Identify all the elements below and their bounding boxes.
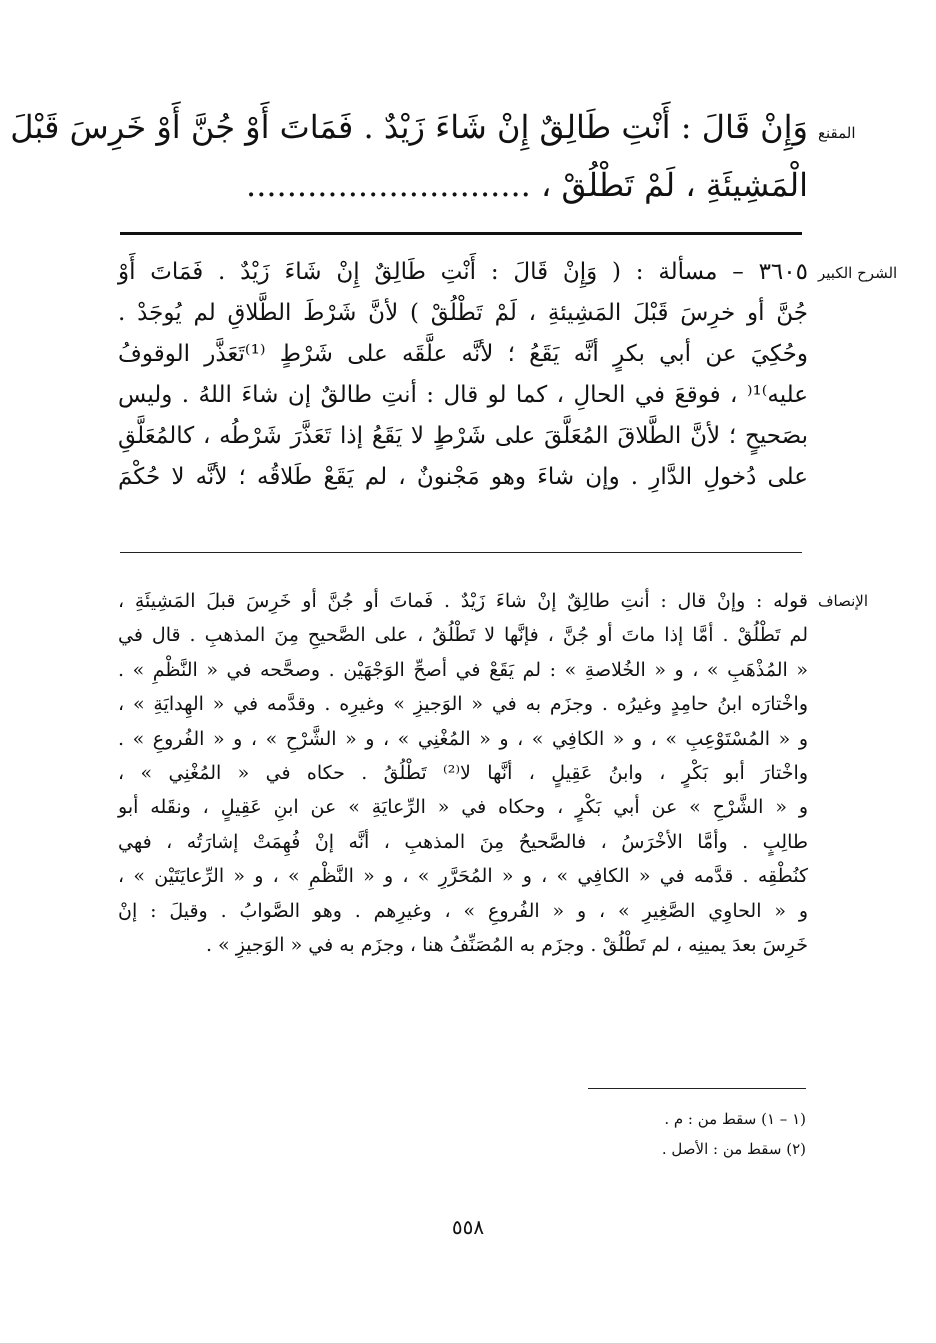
insaf-line: كنُطْقِه . قدَّمه في « الكافِي » ، و « المُحَرَّرِ » ، و « النَّظْمِ » ، و « الرِّعايَتَيْن » ،	[118, 865, 808, 888]
sharh-line: ٣٦٠٥ – مسألة : ( وَإِنْ قَالَ : أَنْتِ طَالِقٌ إِنْ شَاءَ زَيْدٌ . فَمَاتَ أَوْ	[118, 259, 808, 285]
insaf-line: واخْتارَ أبو بَكْرٍ ، وابنُ عَقِيلٍ ، أنَّها لا⁽²⁾ تَطْلُقُ . حكاه في « المُغْنِي » ،	[118, 762, 808, 785]
sharh-line: عليه⁾¹⁽ ، فوقعَ في الحالِ ، كما لو قال : أنتِ طالقٌ إن شاءَ اللهُ . وليس	[118, 382, 808, 408]
insaf-text	[118, 584, 808, 962]
footnote-item: (٢) سقط من : الأصل .	[661, 1140, 806, 1158]
insaf-line: و « الحاوِي الصَّغِيرِ » ، و « الفُروعِ » ، وغيرِهم . وهو الصَّوابُ . وقيلَ : إنْ	[118, 899, 808, 922]
insaf-line: خَرِسَ بعدَ يمينِه ، لم تَطْلُقْ . وجزَم به المُصَنِّفُ هنا ، وجزَم به في « الوَجيزِ » .	[205, 934, 808, 957]
muqni-text	[10, 98, 808, 214]
sharh-line: بصَحيحٍ ؛ لأنَّ الطَّلاقَ المُعَلَّقَ على شَرْطٍ لا يَقَعُ إذا تَعَذَّرَ شَرْطُه ، كالمُعَلَّقِ	[118, 423, 808, 449]
sharh-text	[118, 252, 808, 498]
footnote-divider	[588, 1088, 806, 1089]
sharh-line: جُنَّ أو خرِسَ قَبْلَ المَشِيئةِ ، لَمْ تَطْلُقْ ) لأنَّ شَرْطَ الطَّلاقِ لم يُوجَدْ .	[118, 300, 808, 326]
page-number: ٥٥٨	[451, 1215, 485, 1239]
insaf-line: لم تَطْلُقْ . أمَّا إذا ماتَ أو جُنَّ ، فإنَّها لا تَطْلُقُ ، على الصَّحيحِ مِنَ المذهبِ . قال في	[118, 624, 808, 647]
insaf-line: طالِبٍ . وأمَّا الأخْرَسُ ، فالصَّحيحُ مِنَ المذهبِ ، أنَّه إنْ فُهِمَتْ إشارَتُه ، فهي	[118, 830, 808, 853]
sharh-label: الشرح الكبير	[818, 264, 898, 282]
muqni-line: الْمَشِيئَةِ ، لَمْ تَطْلُقْ ، ............................	[246, 166, 808, 204]
muqni-line: وَإِنْ قَالَ : أَنْتِ طَالِقٌ إِنْ شَاءَ زَيْدٌ . فَمَاتَ أَوْ جُنَّ أَوْ خَرِسَ قَبْلَ	[10, 108, 808, 146]
muqni-label: المقنع	[818, 124, 856, 142]
sharh-line: على دُخولِ الدَّارِ . وإن شاءَ وهو مَجْنونٌ ، لم يَقَعْ طَلاقُه ؛ لأنَّه لا حُكْمَ	[118, 464, 808, 490]
section-divider	[120, 232, 802, 235]
insaf-line: « المُذْهَبِ » ، و « الخُلاصةِ » : لم يَقَعْ في أصحِّ الوَجْهَيْن . وصحَّحه في « النَّظْمِ » .	[118, 658, 808, 681]
insaf-label: الإنصاف	[818, 592, 869, 610]
sharh-section	[0, 252, 936, 552]
insaf-line: و « الشَّرْحِ » عن أبي بَكْرٍ ، وحكاه في « الرِّعايَةِ » عن ابنِ عَقِيلٍ ، ونقَله أبو	[118, 796, 808, 819]
footnote-item: (١ – ١) سقط من : م .	[664, 1110, 806, 1128]
insaf-line: قوله : وإنْ قال : أنتِ طالِقٌ إنْ شاءَ زَيْدٌ . فَماتَ أو جُنَّ أو خَرِسَ قبلَ المَشِيئَةِ ،	[118, 590, 808, 612]
section-divider	[120, 552, 802, 553]
muqni-section	[0, 98, 936, 238]
insaf-line: و « المُسْتَوْعِبِ » ، و « الكافِي » ، و « المُغْنِي » ، و « الشَّرْحِ » ، و « الفُروعِ » .	[118, 727, 808, 750]
sharh-line: وحُكِيَ عن أبي بكرٍ أنَّه يَقَعُ ؛ لأنَّه علَّقَه على شَرْطٍ ⁽¹⁾تَعَذَّر الوقوفُ	[118, 341, 808, 367]
footnotes	[500, 1104, 806, 1164]
insaf-section	[0, 584, 936, 1084]
insaf-line: واخْتارَه ابنُ حامِدٍ وغيرُه . وجزَم به في « الوَجيزِ » وغيرِه . وقدَّمه في « الهِدايَةِ » ،	[118, 693, 808, 716]
